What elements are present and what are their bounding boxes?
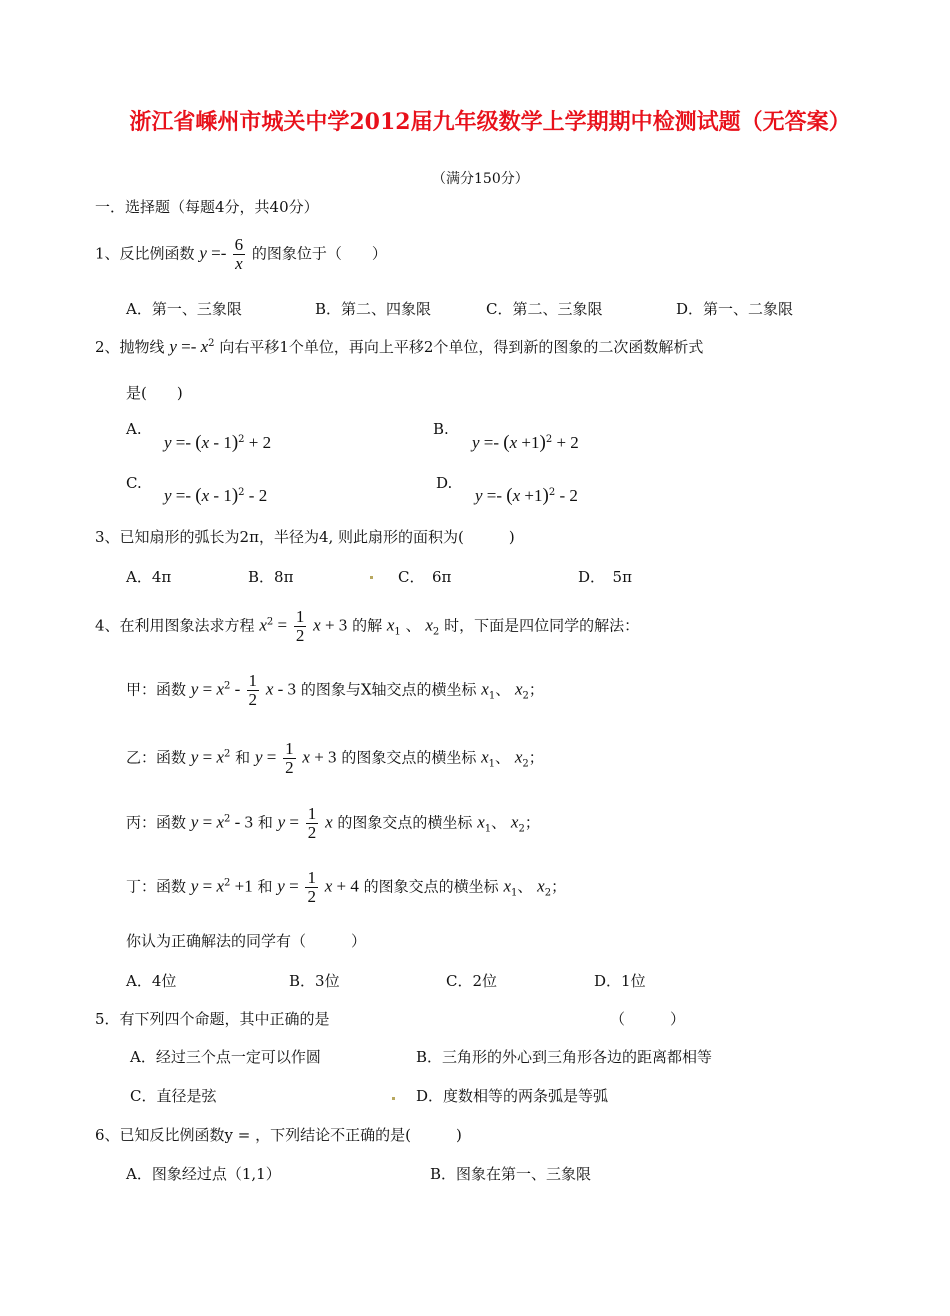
question-4: 4、在利用图象法求方程 $x^2$ = $\frac{1}{2}$ x + 3 的解 $x_1$ 、 $x_2$ 时，下面是四位同学的解法： — [95, 607, 640, 645]
q3-option-a: A．4π — [126, 568, 172, 586]
q1-option-b: B．第二、四象限 — [315, 300, 432, 318]
q5-option-c: C．直径是弦 — [130, 1087, 217, 1105]
question-3: 3、已知扇形的弧长为2π，半径为4, 则此扇形的面积为( ) — [95, 528, 515, 546]
score-note: （满分150分） — [432, 171, 529, 187]
q2-label-b: B. — [433, 420, 449, 438]
q3-option-d: D． 5π — [578, 568, 632, 586]
q5-option-a: A．经过三个点一定可以作圆 — [130, 1048, 321, 1066]
q4-option-c: C．2位 — [446, 972, 498, 990]
q5-option-b: B．三角形的外心到三角形各边的距离都相等 — [416, 1048, 713, 1066]
q6-option-a: A．图象经过点（1,1） — [126, 1165, 281, 1183]
q4-solution-jia: 甲：函数 $y = x^2$ - $\frac{1}{2}$ x - 3 的图象与X轴交点的横坐标 $x_1$、 $x_2$； — [126, 671, 544, 709]
question-2: 2、抛物线 $y =- x^2$ 向右平移1个单位，再向上平移2个单位，得到新的图象的二次函数解析式 — [95, 337, 704, 356]
question-5: 5．有下列四个命题，其中正确的是 — [95, 1010, 330, 1028]
question-6: 6、已知反比例函数y = ，下列结论不正确的是( ) — [95, 1126, 462, 1144]
q4-option-a: A．4位 — [126, 972, 177, 990]
q3-option-c: C． 6π — [398, 568, 452, 586]
q2-line2: 是( ) — [126, 384, 183, 402]
q2-option-b: $y =- (x +1)^2 + 2$ — [472, 432, 579, 453]
q1-option-a: A．第一、三象限 — [126, 300, 242, 318]
q2-option-d: $y =- (x +1)^2 - 2$ — [475, 485, 578, 506]
q2-option-a: y =- (x - 1)$^2$ + 2 — [164, 432, 272, 453]
q5-option-d: D．度数相等的两条弧是等弧 — [416, 1087, 609, 1105]
speck-mark — [370, 576, 373, 579]
speck-mark — [392, 1097, 395, 1100]
question-1: 1、反比例函数 y =- $\frac{6}{x}$ 的图象位于（ ） — [95, 235, 387, 273]
q6-option-b: B．图象在第一、三象限 — [430, 1165, 592, 1183]
q2-label-c: C. — [126, 474, 142, 492]
q4-option-d: D．1位 — [594, 972, 646, 990]
q4-ask: 你认为正确解法的同学有（ ） — [126, 932, 367, 950]
q4-option-b: B．3位 — [289, 972, 340, 990]
q4-solution-yi: 乙：函数 $y = x^2$ 和 y = $\frac{1}{2}$ x + 3 的图象交点的横坐标 $x_1$、 $x_2$； — [126, 739, 544, 777]
q2-label-d: D. — [436, 474, 453, 492]
q5-answer-paren: （ ） — [610, 1010, 686, 1028]
section-header: 一．选择题（每题4分，共40分） — [95, 198, 319, 216]
q2-option-c: y =- (x - 1)$^2$ - 2 — [164, 485, 268, 506]
q1-option-c: C．第二、三象限 — [486, 300, 603, 318]
q2-label-a: A. — [126, 420, 142, 438]
q4-solution-ding: 丁：函数 $y = x^2 +1$ 和 y = $\frac{1}{2}$ x + 4 的图象交点的横坐标 $x_1$、 $x_2$； — [126, 868, 567, 906]
q4-solution-bing: 丙：函数 $y = x^2 - 3$ 和 y = $\frac{1}{2}$ x 的图象交点的横坐标 $x_1$、 $x_2$； — [126, 804, 540, 842]
q1-option-d: D．第一、二象限 — [676, 300, 794, 318]
page-title: 浙江省嵊州市城关中学2012届九年级数学上学期期中检测试题（无答案） — [129, 109, 851, 135]
q3-option-b: B．8π — [248, 568, 294, 586]
